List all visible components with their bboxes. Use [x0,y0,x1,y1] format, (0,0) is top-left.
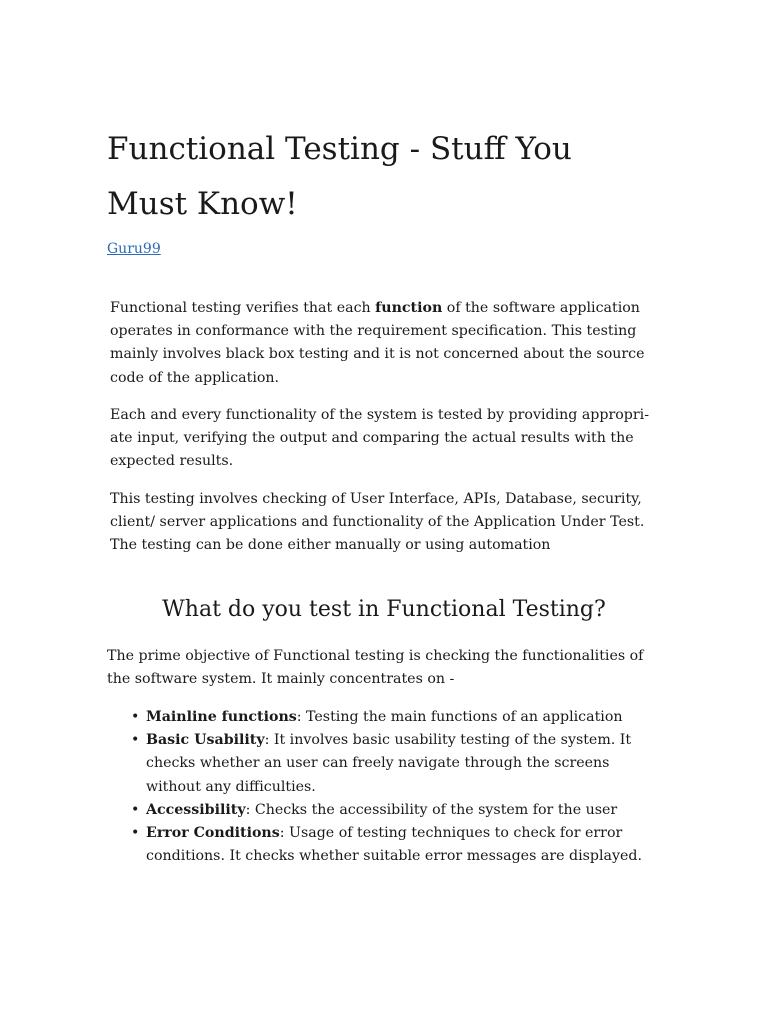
list-item [131,706,646,729]
list-item-term: Basic Usability [146,732,265,749]
list-item-text: : Testing the main functions of an application [296,709,623,725]
bullet-icon: • [131,709,140,725]
intro-paragraph-1 [110,297,670,390]
author-link[interactable]: Guru99 [107,241,161,257]
list-item [131,729,646,799]
list-item-term: Accessibility [146,801,246,818]
list-item-text: : It involves basic usability testing of the system. It checks whether an user can freely navigate through the screens without any difficulties. [146,732,632,795]
list-item [131,822,646,868]
section-heading: What do you test in Functional Testing? [162,597,606,622]
p1-bold-term: function [375,300,443,316]
intro-paragraph-2: Each and every functionality of the system is tested by providing appropri-ate input, verifying the output and comparing the actual results with the expected results. [110,407,649,470]
bullet-list [131,706,646,868]
section-intro: The prime objective of Functional testing is checking the functionalities of the software system. It mainly concentrates on - [107,648,644,688]
list-item-text: : Usage of testing techniques to check for error conditions. It checks whether suitable error messages are displayed. [146,825,642,865]
p1-text-end: of the software application operates in conformance with the requirement specification. This testing mainly involves black box testing and it is not concerned about the source code of the application. [110,300,645,386]
intro-paragraph-3: This testing involves checking of User Interface, APIs, Database, security, client/ server applications and functionality of the Application Under Test. The testing can be done either manually or using automation [110,491,645,554]
bullet-icon: • [131,801,140,818]
bullet-icon: • [131,825,140,842]
list-item-term: Error Conditions [146,825,280,842]
page-title: Functional Testing - Stuff You Must Know! [107,131,572,222]
list-item-term: Mainline functions [146,709,297,725]
list-item-text: : Checks the accessibility of the system for the user [245,801,618,818]
p1-text-start: Functional testing verifies that each [110,300,376,316]
list-item [131,799,646,822]
bullet-icon: • [131,732,140,749]
